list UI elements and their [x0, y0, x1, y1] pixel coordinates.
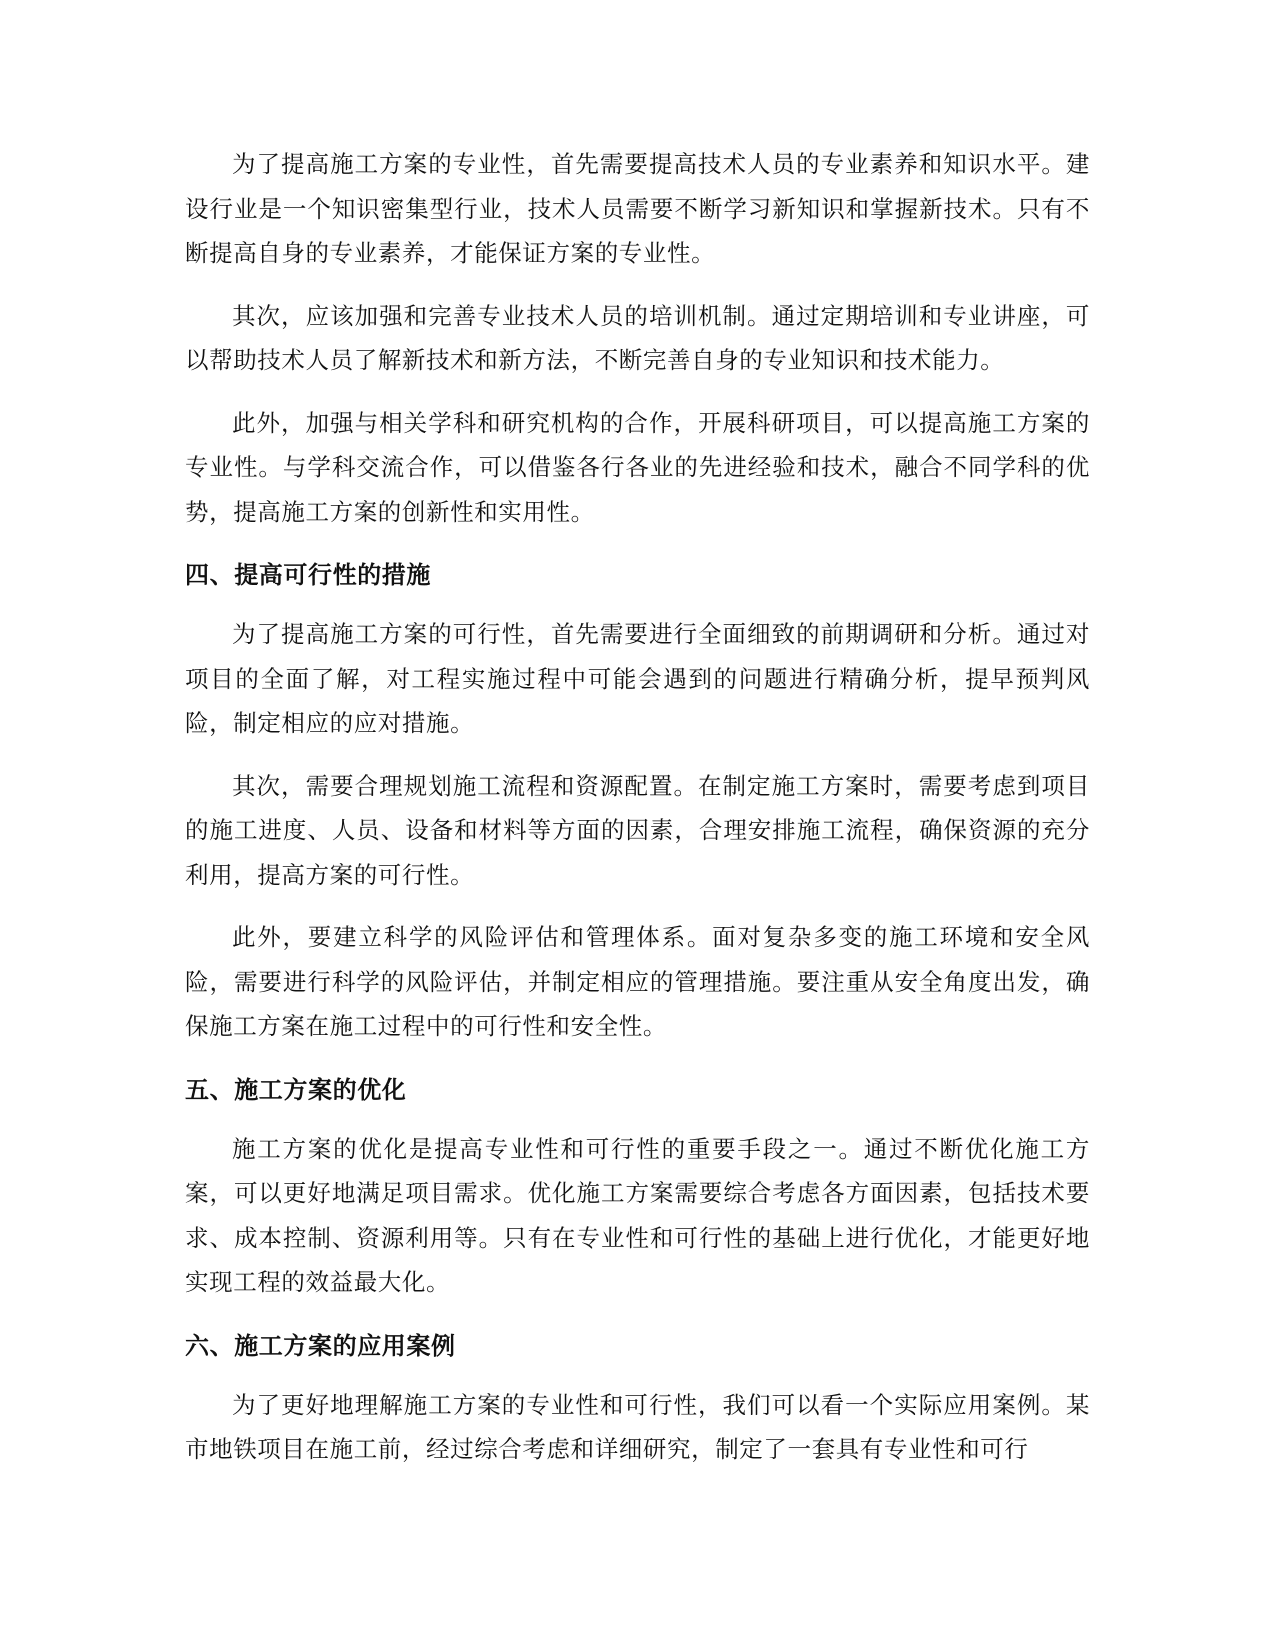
paragraph: 为了提高施工方案的专业性，首先需要提高技术人员的专业素养和知识水平。建设行业是一个知识密集型行业，技术人员需要不断学习新知识和掌握新技术。只有不断提高自身的专业素养，才能保证方案的专业性。 — [185, 150, 1090, 267]
section-heading-5: 五、施工方案的优化 — [185, 1075, 407, 1104]
paragraph: 其次，需要合理规划施工流程和资源配置。在制定施工方案时，需要考虑到项目的施工进度、人员、设备和材料等方面的因素，合理安排施工流程，确保资源的充分利用，提高方案的可行性。 — [185, 771, 1090, 889]
paragraph: 其次，应该加强和完善专业技术人员的培训机制。通过定期培训和专业讲座，可以帮助技术人员了解新技术和新方法，不断完善自身的专业知识和技术能力。 — [185, 301, 1090, 374]
section-heading-6: 六、施工方案的应用案例 — [185, 1331, 456, 1360]
document-body — [185, 142, 1090, 1490]
paragraph: 此外，加强与相关学科和研究机构的合作，开展科研项目，可以提高施工方案的专业性。与学科交流合作，可以借鉴各行各业的先进经验和技术，融合不同学科的优势，提高施工方案的创新性和实用性。 — [185, 408, 1090, 526]
paragraph: 为了更好地理解施工方案的专业性和可行性，我们可以看一个实际应用案例。某市地铁项目在施工前，经过综合考虑和详细研究，制定了一套具有专业性和可行 — [185, 1390, 1090, 1463]
paragraph: 此外，要建立科学的风险评估和管理体系。面对复杂多变的施工环境和安全风险，需要进行科学的风险评估，并制定相应的管理措施。要注重从安全角度出发，确保施工方案在施工过程中的可行性和安全性。 — [185, 923, 1090, 1040]
paragraph: 施工方案的优化是提高专业性和可行性的重要手段之一。通过不断优化施工方案，可以更好地满足项目需求。优化施工方案需要综合考虑各方面因素，包括技术要求、成本控制、资源利用等。只有在专业性和可行性的基础上进行优化，才能更好地实现工程的效益最大化。 — [185, 1134, 1090, 1296]
section-heading-4: 四、提高可行性的措施 — [185, 561, 431, 589]
paragraph: 为了提高施工方案的可行性，首先需要进行全面细致的前期调研和分析。通过对项目的全面了解，对工程实施过程中可能会遇到的问题进行精确分析，提早预判风险，制定相应的应对措施。 — [185, 620, 1090, 737]
